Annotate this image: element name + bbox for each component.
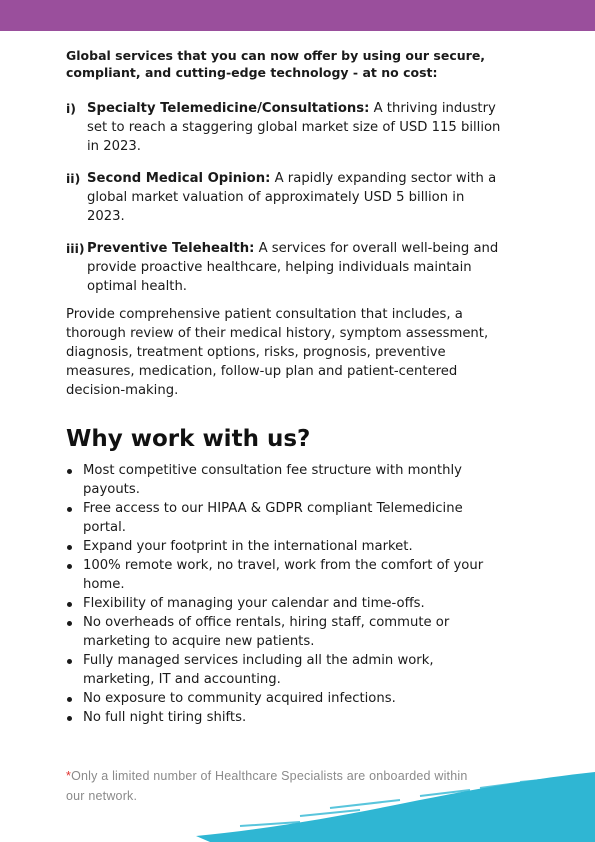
benefit-item [66,461,506,499]
service-text [87,169,506,226]
main-content [66,47,506,727]
service-numeral: ii) [66,171,81,186]
service-text [87,239,506,296]
service-name: Preventive Telehealth: [87,241,255,256]
service-numeral: iii) [66,241,85,256]
benefit-text: Fully managed services including all the admin work, marketing, IT and accounting. [83,653,434,687]
bullet-icon [67,621,72,626]
benefit-text: No overheads of office rentals, hiring staff, commute or marketing to acquire new patients. [83,615,450,649]
benefit-text: Most competitive consultation fee structure with monthly payouts. [83,463,462,497]
benefit-item [66,594,506,613]
top-color-band [0,0,595,31]
service-item [66,99,506,156]
service-description: A thriving industry set to reach a staggering global market size of USD 115 billion in 2023. [87,101,501,154]
benefit-item [66,537,506,556]
bullet-icon [67,469,72,474]
bullet-icon [67,697,72,702]
benefit-text: Flexibility of managing your calendar and time-offs. [83,596,425,611]
benefit-item [66,708,506,727]
benefit-item [66,651,506,689]
service-name: Specialty Telemedicine/Consultations: [87,101,370,116]
service-name: Second Medical Opinion: [87,171,271,186]
bullet-icon [67,545,72,550]
footnote-asterisk: * [66,769,72,783]
benefit-item [66,499,506,537]
footnote-text: Only a limited number of Healthcare Specialists are onboarded within our network. [66,769,468,803]
service-item [66,169,506,226]
service-text [87,99,506,156]
why-work-heading: Why work with us? [66,426,311,452]
benefit-item [66,613,506,651]
service-item [66,239,506,296]
benefit-text: Free access to our HIPAA & GDPR compliant Telemedicine portal. [83,501,463,535]
benefit-text: Expand your footprint in the international market. [83,539,413,554]
benefit-item [66,556,506,594]
bullet-icon [67,564,72,569]
benefit-text: 100% remote work, no travel, work from the comfort of your home. [83,558,484,592]
service-numeral: i) [66,101,76,116]
bullet-icon [67,716,72,721]
benefit-item [66,689,506,708]
benefit-text: No exposure to community acquired infections. [83,691,396,706]
service-description: A rapidly expanding sector with a global market valuation of approximately USD 5 billion in 2023. [87,171,497,224]
bullet-icon [67,659,72,664]
consultation-paragraph: Provide comprehensive patient consultation that includes, a thorough review of their medical history, symptom assessment, diagnosis, treatment options, risks, prognosis, preventive measures, medication, follow-up plan and patient-centered decision-making. [66,307,489,398]
footnote [66,766,486,806]
benefit-text: No full night tiring shifts. [83,710,247,725]
bullet-icon [67,507,72,512]
intro-text: Global services that you can now offer by using our secure, compliant, and cutting-edge technology - at no cost: [66,48,486,80]
bullet-icon [67,602,72,607]
benefits-list [66,461,506,727]
service-description: A services for overall well-being and provide proactive healthcare, helping individuals maintain optimal health. [87,241,499,294]
